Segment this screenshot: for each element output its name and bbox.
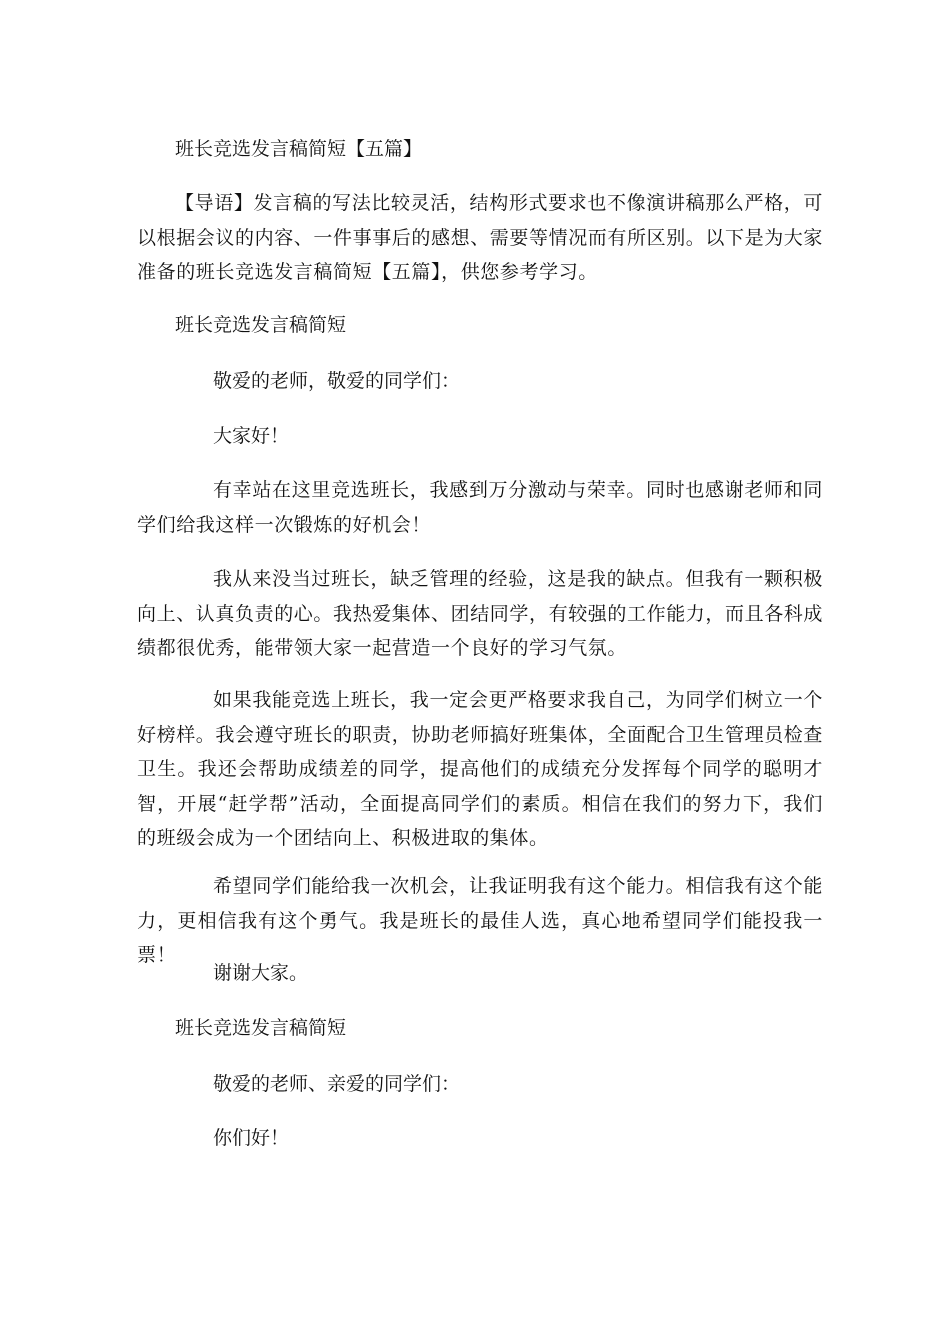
speech-1-paragraph: 希望同学们能给我一次机会，让我证明我有这个能力。相信我有这个能力，更相信我有这个勇气。我是班长的最佳人选，真心地希望同学们能投我一票！	[137, 875, 823, 966]
speech-1-paragraph: 有幸站在这里竞选班长，我感到万分激动与荣幸。同时也感谢老师和同学们给我这样一次锻炼的好机会！	[137, 479, 823, 536]
document-title: 班长竞选发言稿简短【五篇】	[175, 138, 423, 160]
speech-1-salutation: 敬爱的老师，敬爱的同学们：	[213, 370, 461, 392]
speech-1-heading: 班长竞选发言稿简短	[175, 314, 347, 336]
speech-2-salutation: 敬爱的老师、亲爱的同学们：	[213, 1073, 461, 1095]
speech-1-paragraph: 如果我能竞选上班长，我一定会更严格要求我自己，为同学们树立一个好榜样。我会遵守班长的职责，协助老师搞好班集体，全面配合卫生管理员检查卫生。我还会帮助成绩差的同学，提高他们的成绩充分发挥每个同学的聪明才智，开展“赶学帮”活动，全面提高同学们的素质。相信在我们的努力下，我们的班级会成为一个团结向上、积极进取的集体。	[137, 689, 824, 849]
speech-1-paragraph: 我从来没当过班长，缺乏管理的经验，这是我的缺点。但我有一颗积极向上、认真负责的心。我热爱集体、团结同学，有较强的工作能力，而且各科成绩都很优秀，能带领大家一起营造一个良好的学习气氛。	[137, 568, 824, 659]
speech-1-greeting: 大家好！	[213, 425, 290, 447]
speech-2-heading: 班长竞选发言稿简短	[175, 1017, 347, 1039]
speech-2-greeting: 你们好！	[213, 1127, 290, 1149]
intro-paragraph: 【导语】发言稿的写法比较灵活，结构形式要求也不像演讲稿那么严格，可以根据会议的内容、一件事事后的感想、需要等情况而有所区别。以下是为大家准备的班长竞选发言稿简短【五篇】，供您参考学习。	[137, 192, 824, 283]
speech-1-closing: 谢谢大家。	[213, 962, 309, 984]
